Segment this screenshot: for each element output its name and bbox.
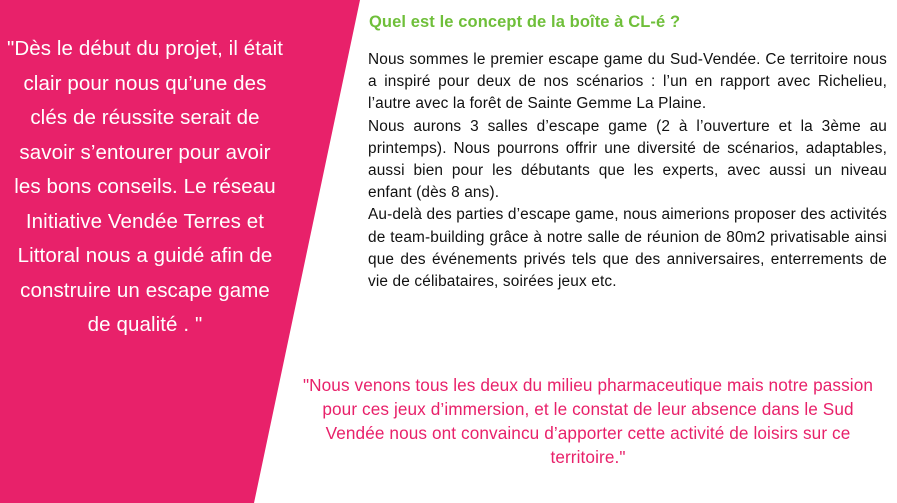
body-paragraph-territory: Nous sommes le premier escape game du Sud-Vendée. Ce territoire nous a inspiré pour deux de nos scénarios : l’un en rapport avec Richelieu, l’autre avec la forêt de Sainte Gemme La Plaine.	[368, 51, 887, 113]
bottom-testimonial-quote: "Nous venons tous les deux du milieu pharmaceutique mais notre passion pour ces jeux d’immersion, et le constat de leur absence dans le Sud Vendée nous ont convaincu d’apporter cette activité de loisirs sur ce territoire."	[302, 375, 874, 467]
left-testimonial-quote: "Dès le début du projet, il était clair pour nous qu’une des clés de réussite serait de savoir s’entourer pour avoir les bons conseils. Le réseau Initiative Vendée Terres et Littoral nous a guidé afin de construire un escape game de qualité . "	[6, 37, 284, 336]
concept-body	[368, 49, 887, 293]
body-paragraph-team-building: Au-delà des parties d’escape game, nous aimerions proposer des activités de team-building grâce à notre salle de réunion de 80m2 privatisable ainsi que des événements privés tels que des anniversaires, enterrements de vie de célibataires, soirées jeux etc.	[368, 206, 887, 291]
body-paragraph-rooms: Nous aurons 3 salles d’escape game (2 à l’ouverture et la 3ème au printemps). Nous pourrons offrir une diversité de scénarios, adaptables, aussi bien pour les débutants que les experts, avec aussi un niveau enfant (dès 8 ans).	[368, 117, 887, 202]
concept-heading: Quel est le concept de la boîte à CL-é ?	[369, 13, 681, 31]
